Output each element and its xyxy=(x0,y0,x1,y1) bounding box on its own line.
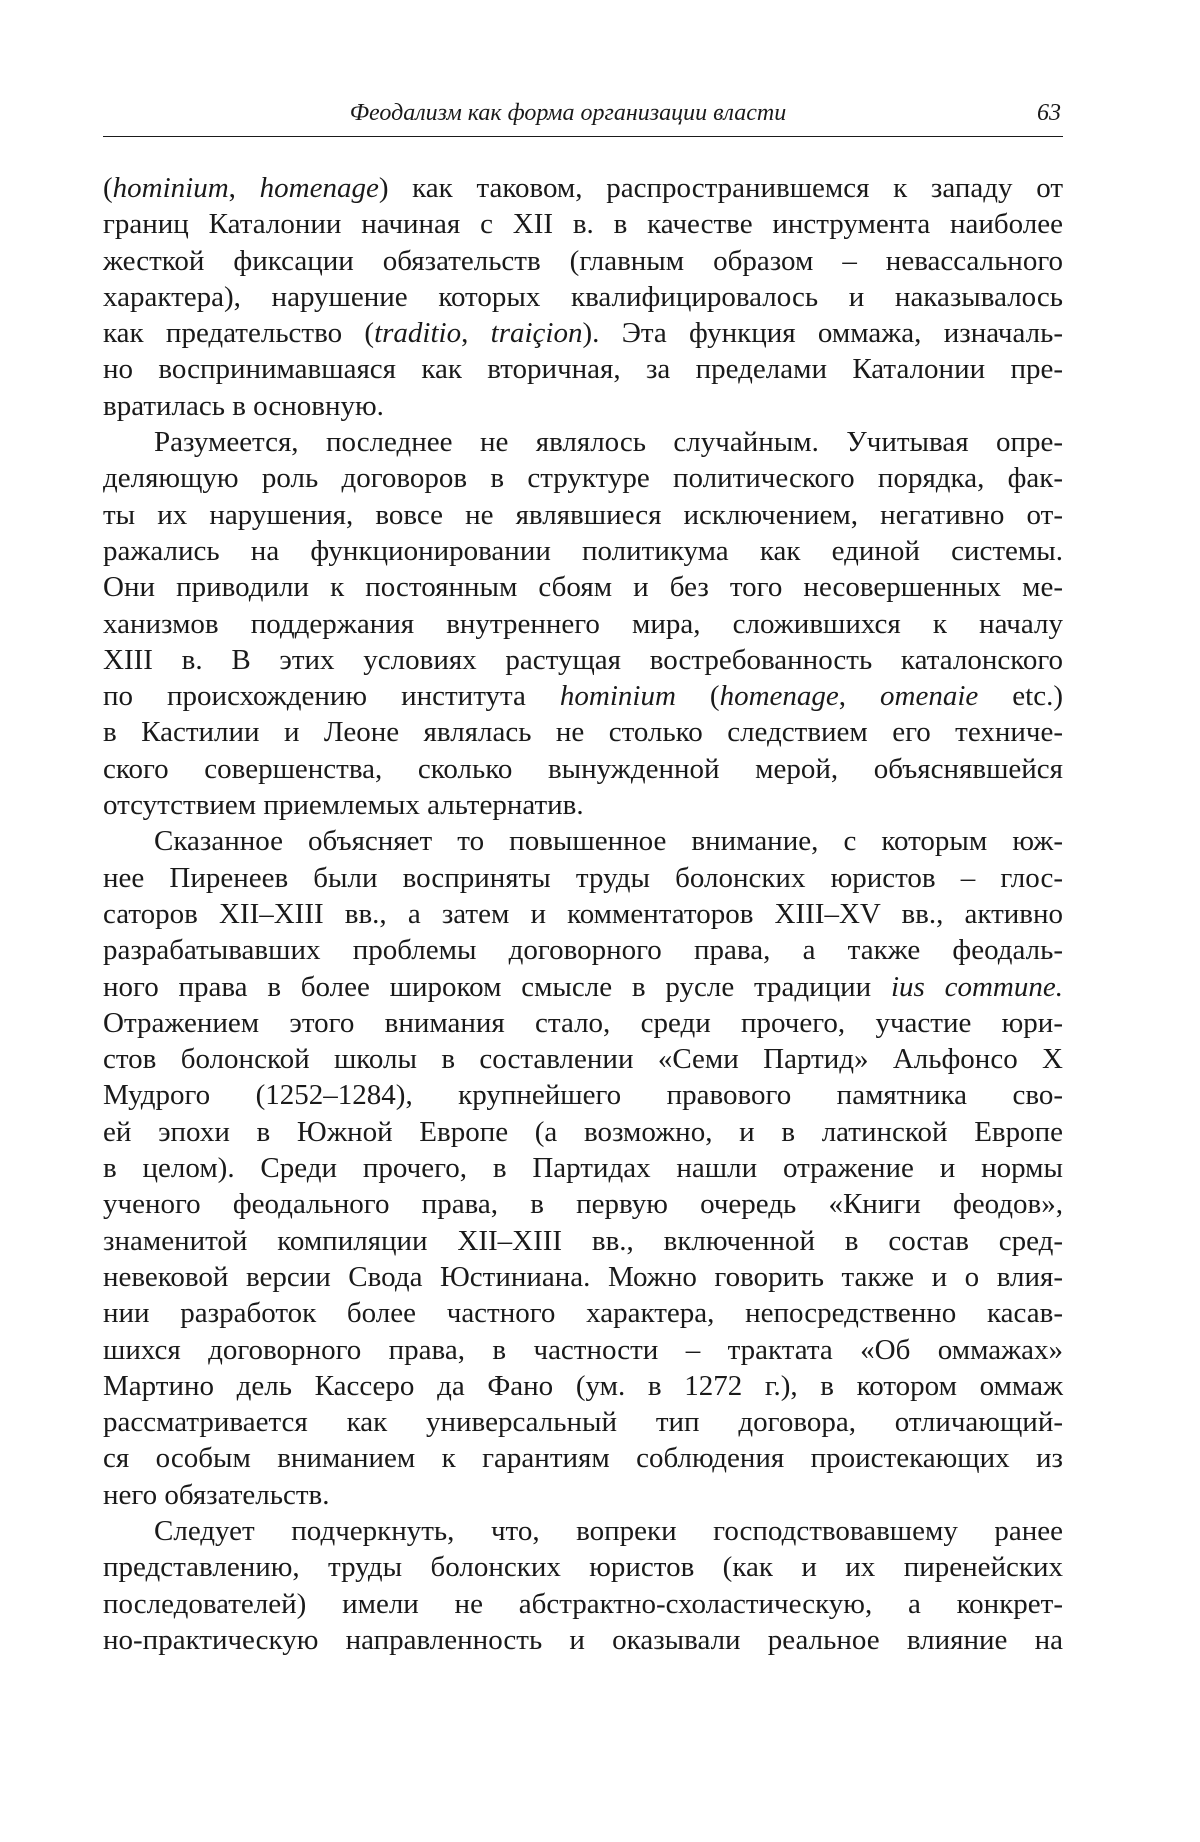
text-line xyxy=(103,1332,1063,1368)
text-line xyxy=(103,606,1063,642)
text-segment: ( xyxy=(103,172,113,204)
text-segment: Разумеется, последнее не являлось случайным. Учитывая опре- xyxy=(154,426,1063,459)
text-line xyxy=(103,533,1063,569)
text-line xyxy=(103,1114,1063,1150)
text-line xyxy=(103,751,1063,787)
text-segment: ся особым вниманием к гарантиям соблюдения проистекающих из xyxy=(103,1442,1063,1475)
text-line xyxy=(103,1513,1063,1549)
italic-term: ius commune. xyxy=(890,970,1063,1003)
text-segment: в целом). Среди прочего, в Партидах нашли отражение и нормы xyxy=(103,1152,1063,1185)
text-line xyxy=(103,1404,1063,1440)
text-line xyxy=(103,1150,1063,1186)
text-line xyxy=(103,932,1063,968)
text-segment: ты их нарушения, вовсе не являвшиеся исключением, негативно от- xyxy=(103,498,1063,531)
text-segment: него обязательств. xyxy=(103,1478,330,1511)
text-segment: шихся договорного права, в частности – трактата «Об оммажах» xyxy=(103,1333,1063,1366)
text-line xyxy=(103,1549,1063,1585)
text-segment: нее Пиренеев были восприняты труды болонских юристов – глос- xyxy=(103,861,1063,894)
text-segment: знаменитой компиляции XII–XIII вв., включенной в состав сред- xyxy=(103,1224,1063,1257)
text-line xyxy=(103,1041,1063,1077)
text-segment: ханизмов поддержания внутреннего мира, сложившихся к началу xyxy=(103,607,1063,640)
text-line xyxy=(103,1477,1063,1513)
text-segment: деляющую роль договоров в структуре политического порядка, фак- xyxy=(103,462,1063,495)
text-segment: невековой версии Свода Юстиниана. Можно говорить также и о влия- xyxy=(103,1260,1063,1293)
text-segment: Мартино дель Кассеро да Фано (ум. в 1272 г.), в котором оммаж xyxy=(103,1369,1063,1402)
text-line xyxy=(103,1223,1063,1259)
text-segment: , xyxy=(461,317,491,350)
text-line xyxy=(103,569,1063,605)
text-line xyxy=(103,1368,1063,1404)
text-segment: как предательство ( xyxy=(103,317,375,350)
text-line xyxy=(103,351,1063,387)
text-line xyxy=(103,860,1063,896)
text-line xyxy=(103,1295,1063,1331)
italic-term: traiçion xyxy=(490,317,583,350)
italic-term: homenage xyxy=(719,680,839,713)
text-segment: Отражением этого внимания стало, среди прочего, участие юри- xyxy=(103,1006,1063,1039)
text-segment: но-практическую направленность и оказывали реальное влияние на xyxy=(103,1623,1063,1656)
text-segment: ного права в более широком смысле в русле традиции xyxy=(103,970,891,1003)
text-segment: стов болонской школы в составлении «Семи Партид» Альфонсо X xyxy=(103,1043,1063,1076)
text-segment: в Кастилии и Леоне являлась не столько следствием его техниче- xyxy=(103,716,1063,749)
text-segment: Следует подчеркнуть, что, вопреки господствовавшему ранее xyxy=(154,1514,1063,1547)
text-segment: Сказанное объясняет то повышенное внимание, с которым юж- xyxy=(154,825,1063,858)
text-segment: вратилась в основную. xyxy=(103,389,384,422)
page-number: 63 xyxy=(1037,100,1061,126)
text-segment: границ Каталонии начиная с XII в. в качестве инструмента наиболее xyxy=(103,208,1063,241)
body-text xyxy=(103,170,1063,1658)
text-segment: etc.) xyxy=(978,680,1063,713)
italic-term: homenage xyxy=(259,172,379,204)
text-line xyxy=(103,1622,1063,1658)
text-line xyxy=(103,1005,1063,1041)
text-segment: ражались на функционировании политикума как единой системы. xyxy=(103,534,1063,567)
italic-term: omenaie xyxy=(880,680,979,713)
text-segment: ей эпохи в Южной Европе (а возможно, и в латинской Европе xyxy=(103,1115,1063,1148)
text-segment: Мудрого (1252–1284), крупнейшего правового памятника сво- xyxy=(103,1079,1063,1112)
italic-term: hominium xyxy=(559,680,676,713)
text-segment: Они приводили к постоянным сбоям и без того несовершенных ме- xyxy=(103,571,1063,604)
text-segment: разрабатывавших проблемы договорного права, а также феодаль- xyxy=(103,934,1063,967)
text-line xyxy=(103,1186,1063,1222)
text-segment: отсутствием приемлемых альтернатив. xyxy=(103,789,584,822)
text-line xyxy=(103,279,1063,315)
text-line xyxy=(103,424,1063,460)
text-line xyxy=(103,642,1063,678)
text-segment: характера), нарушение которых квалифицировалось и наказывалось xyxy=(103,280,1063,313)
text-segment: ского совершенства, сколько вынужденной мерой, объяснявшейся xyxy=(103,752,1063,785)
text-line xyxy=(103,206,1063,242)
text-segment: , xyxy=(838,680,881,713)
running-title: Феодализм как форма организации власти xyxy=(349,100,787,126)
text-line xyxy=(103,243,1063,279)
text-segment: жесткой фиксации обязательств (главным образом – невассального xyxy=(103,244,1063,277)
text-line xyxy=(103,460,1063,496)
text-segment: нии разработок более частного характера, непосредственно касав- xyxy=(103,1297,1063,1330)
text-line xyxy=(103,714,1063,750)
text-segment: ) как таковом, распространившемся к западу от xyxy=(378,172,1064,204)
text-segment: ( xyxy=(675,680,720,713)
text-line xyxy=(103,497,1063,533)
text-line xyxy=(103,787,1063,823)
text-segment: последователей) имели не абстрактно-схоластическую, а конкрет- xyxy=(103,1587,1063,1620)
running-header xyxy=(103,96,1063,137)
text-segment: XIII в. В этих условиях растущая востребованность каталонского xyxy=(103,643,1063,676)
text-line xyxy=(103,969,1063,1005)
text-line xyxy=(103,170,1063,206)
text-line xyxy=(103,1259,1063,1295)
text-segment: но воспринимавшаяся как вторичная, за пределами Каталонии пре- xyxy=(103,353,1063,386)
text-line xyxy=(103,1440,1063,1476)
text-segment: представлению, труды болонских юристов (как и их пиренейских xyxy=(103,1551,1063,1584)
text-line xyxy=(103,1586,1063,1622)
text-segment: по происхождению института xyxy=(103,680,560,713)
text-line xyxy=(103,678,1063,714)
italic-term: hominium xyxy=(112,172,229,204)
text-segment: саторов XII–XIII вв., а затем и комментаторов XIII–XV вв., активно xyxy=(103,897,1063,930)
text-segment: ). Эта функция оммажа, изначаль- xyxy=(582,317,1063,350)
text-segment: , xyxy=(228,172,260,204)
text-line xyxy=(103,896,1063,932)
text-segment: ученого феодального права, в первую очередь «Книги феодов», xyxy=(103,1188,1063,1221)
text-line xyxy=(103,1077,1063,1113)
italic-term: traditio xyxy=(374,317,462,350)
text-line xyxy=(103,388,1063,424)
text-segment: рассматривается как универсальный тип договора, отличающий- xyxy=(103,1406,1063,1439)
text-line xyxy=(103,823,1063,859)
text-line xyxy=(103,315,1063,351)
